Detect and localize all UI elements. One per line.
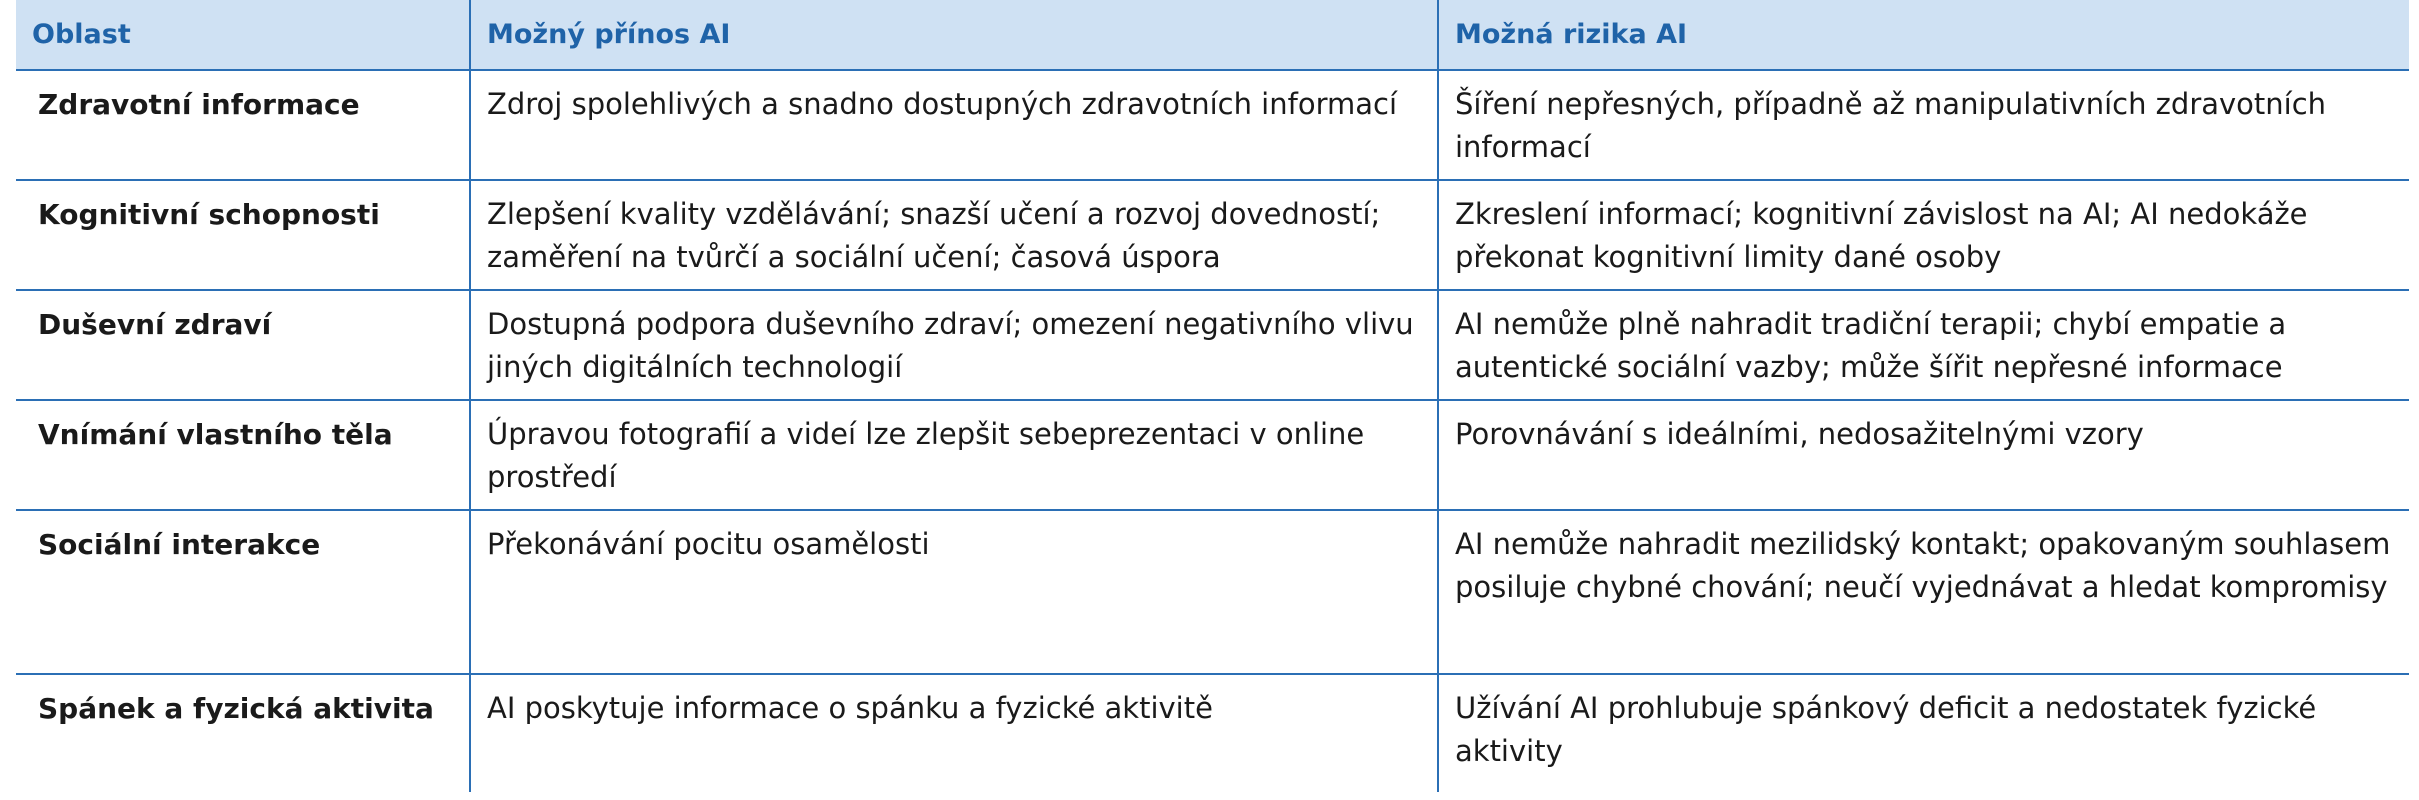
row-area: Zdravotní informace [16,70,470,180]
row-area: Kognitivní schopnosti [16,180,470,290]
ai-benefits-risks-table-wrapper [16,0,2409,792]
table-row [16,510,2409,674]
table-row [16,70,2409,180]
ai-benefits-risks-table [16,0,2409,792]
row-benefit: Překonávání pocitu osamělosti [470,510,1438,674]
row-benefit: Dostupná podpora duševního zdraví; omezení negativního vlivu jiných digitálních technologií [470,290,1438,400]
row-benefit: AI poskytuje informace o spánku a fyzické aktivitě [470,674,1438,792]
row-benefit: Zdroj spolehlivých a snadno dostupných zdravotních informací [470,70,1438,180]
table-row [16,290,2409,400]
row-risk: AI nemůže plně nahradit tradiční terapii; chybí empatie a autentické sociální vazby; může šířit nepřesné informace [1438,290,2409,400]
row-area: Duševní zdraví [16,290,470,400]
table-row [16,180,2409,290]
header-row [16,0,2409,70]
row-risk: Porovnávání s ideálními, nedosažitelnými vzory [1438,400,2409,510]
row-area: Spánek a fyzická aktivita [16,674,470,792]
row-risk: Šíření nepřesných, případně až manipulativních zdravotních informací [1438,70,2409,180]
table-row [16,674,2409,792]
row-risk: Zkreslení informací; kognitivní závislost na AI; AI nedokáže překonat kognitivní limity dané osoby [1438,180,2409,290]
table-row [16,400,2409,510]
row-benefit: Zlepšení kvality vzdělávání; snazší učení a rozvoj dovedností; zaměření na tvůrčí a sociální učení; časová úspora [470,180,1438,290]
table-body [16,70,2409,792]
header-risk: Možná rizika AI [1438,0,2409,70]
row-area: Vnímání vlastního těla [16,400,470,510]
row-risk: Užívání AI prohlubuje spánkový deficit a nedostatek fyzické aktivity [1438,674,2409,792]
row-area: Sociální interakce [16,510,470,674]
row-benefit: Úpravou fotografií a videí lze zlepšit sebeprezentaci v online prostředí [470,400,1438,510]
table-header [16,0,2409,70]
header-benefit: Možný přínos AI [470,0,1438,70]
header-area: Oblast [16,0,470,70]
row-risk: AI nemůže nahradit mezilidský kontakt; opakovaným souhlasem posiluje chybné chování; neučí vyjednávat a hledat kompromisy [1438,510,2409,674]
